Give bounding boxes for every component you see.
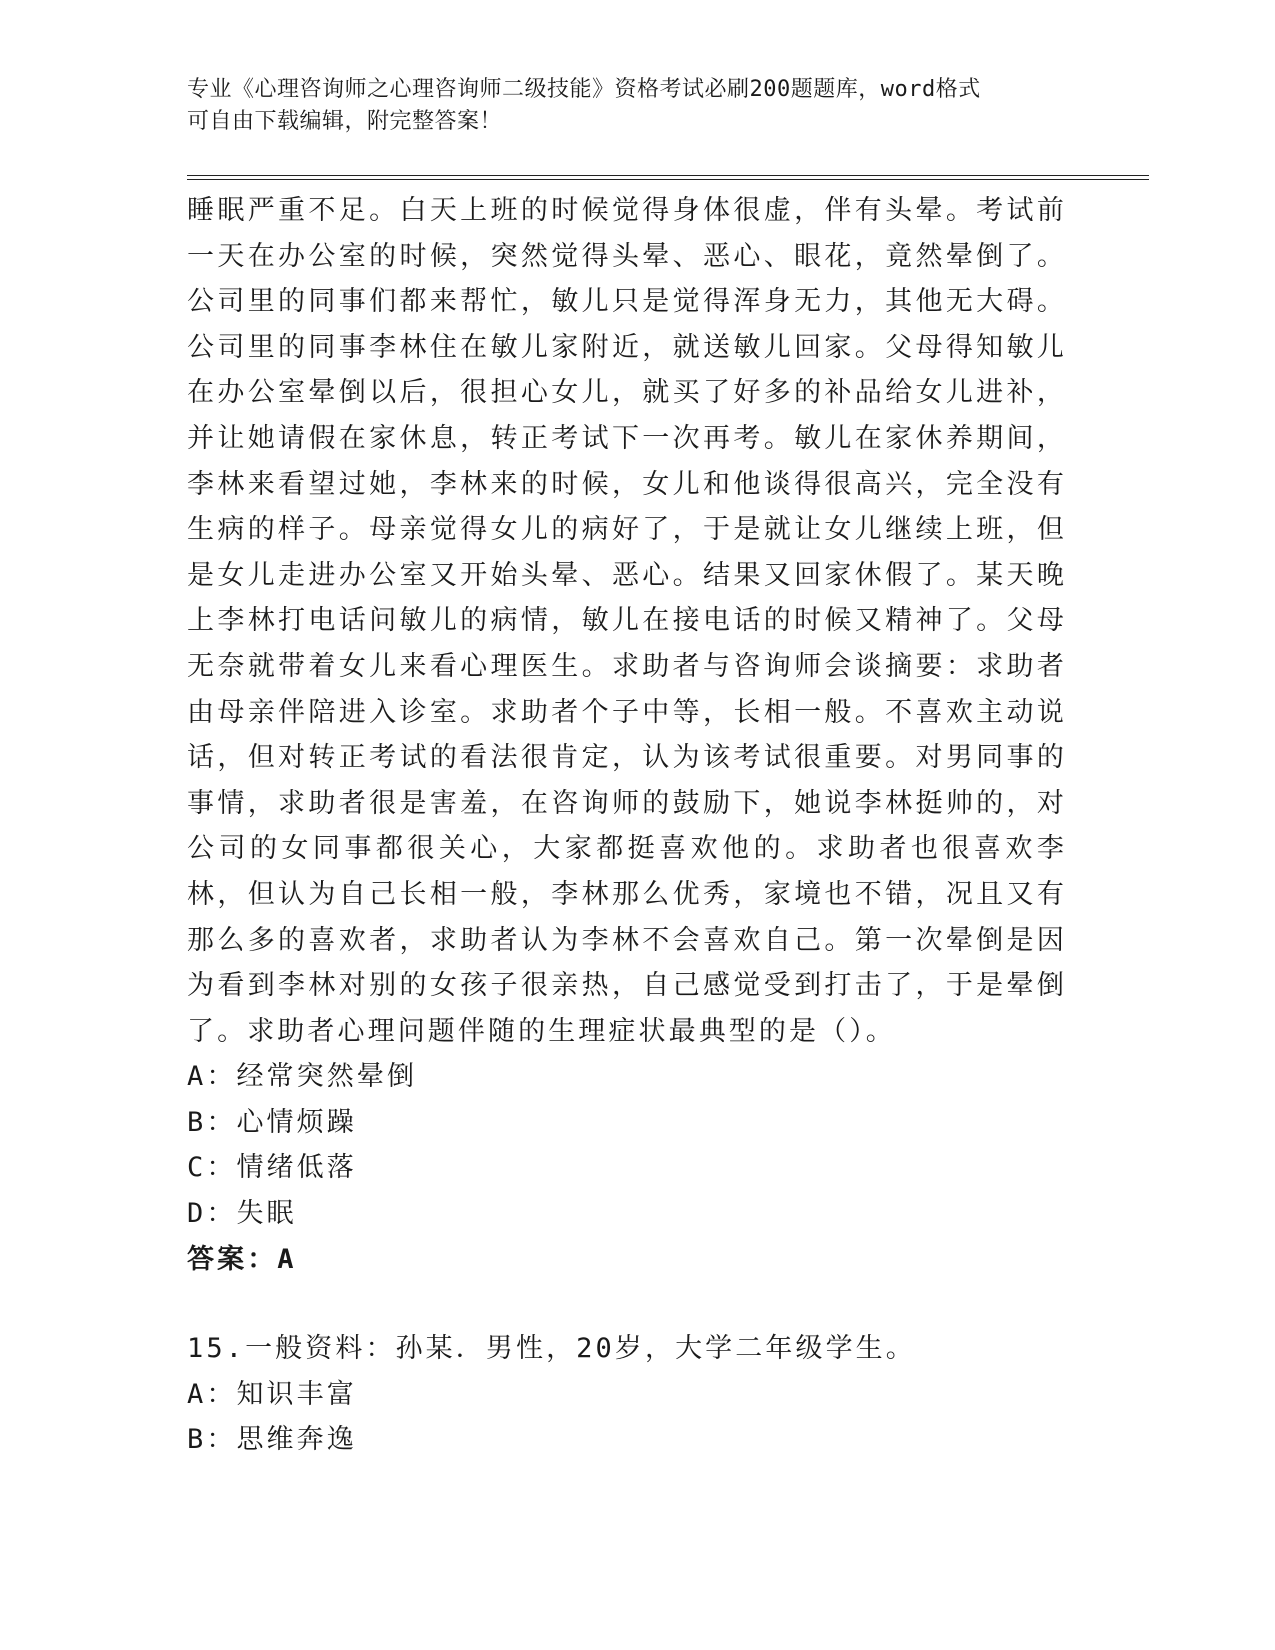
question-14-option-b: B：心情烦躁 <box>187 1106 357 1138</box>
header-divider <box>187 175 1149 180</box>
question-14-option-a: A：经常突然晕倒 <box>187 1061 418 1093</box>
question-15 <box>187 1326 1067 1463</box>
question-14-answer: 答案：A <box>187 1243 297 1275</box>
header-line-1: 专业《心理咨询师之心理咨询师二级技能》资格考试必刷200题题库，word格式 <box>187 77 981 102</box>
question-14-text: 睡眠严重不足。白天上班的时候觉得身体很虚，伴有头晕。考试前一天在办公室的时候，突然觉得头晕、恶心、眼花，竟然晕倒了。公司里的同事们都来帮忙，敏儿只是觉得浑身无力，其他无大碍。公司里的同事李林住在敏儿家附近，就送敏儿回家。父母得知敏儿在办公室晕倒以后，很担心女儿，就买了好多的补品给女儿进补，并让她请假在家休息，转正考试下一次再考。敏儿在家休养期间，李林来看望过她，李林来的时候，女儿和他谈得很高兴，完全没有生病的样子。母亲觉得女儿的病好了，于是就让女儿继续上班，但是女儿走进办公室又开始头晕、恶心。结果又回家休假了。某天晚上李林打电话问敏儿的病情，敏儿在接电话的时候又精神了。父母无奈就带着女儿来看心理医生。求助者与咨询师会谈摘要：求助者由母亲伴陪进入诊室。求助者个子中等，长相一般。不喜欢主动说话，但对转正考试的看法很肯定，认为该考试很重要。对男同事的事情，求助者很是害羞，在咨询师的鼓励下，她说李林挺帅的，对公司的女同事都很关心，大家都挺喜欢他的。求助者也很喜欢李林，但认为自己长相一般，李林那么优秀，家境也不错，况且又有那么多的喜欢者，求助者认为李林不会喜欢自己。第一次晕倒是因为看到李林对别的女孩子很亲热，自己感觉受到打击了，于是晕倒了。求助者心理问题伴随的生理症状最典型的是（）。 <box>187 195 1067 1047</box>
question-15-option-a: A：知识丰富 <box>187 1378 357 1410</box>
question-14 <box>187 188 1067 1282</box>
question-15-option-b: B：思维奔逸 <box>187 1424 357 1456</box>
page-header <box>187 74 1067 138</box>
header-line-2: 可自由下载编辑，附完整答案！ <box>187 109 503 134</box>
document-body <box>187 188 1067 1463</box>
question-15-text: 15.一般资料：孙某．男性，20岁，大学二年级学生。 <box>187 1333 916 1365</box>
question-spacer <box>187 1282 1067 1326</box>
question-14-option-d: D：失眠 <box>187 1198 297 1230</box>
question-14-option-c: C：情绪低落 <box>187 1152 357 1184</box>
